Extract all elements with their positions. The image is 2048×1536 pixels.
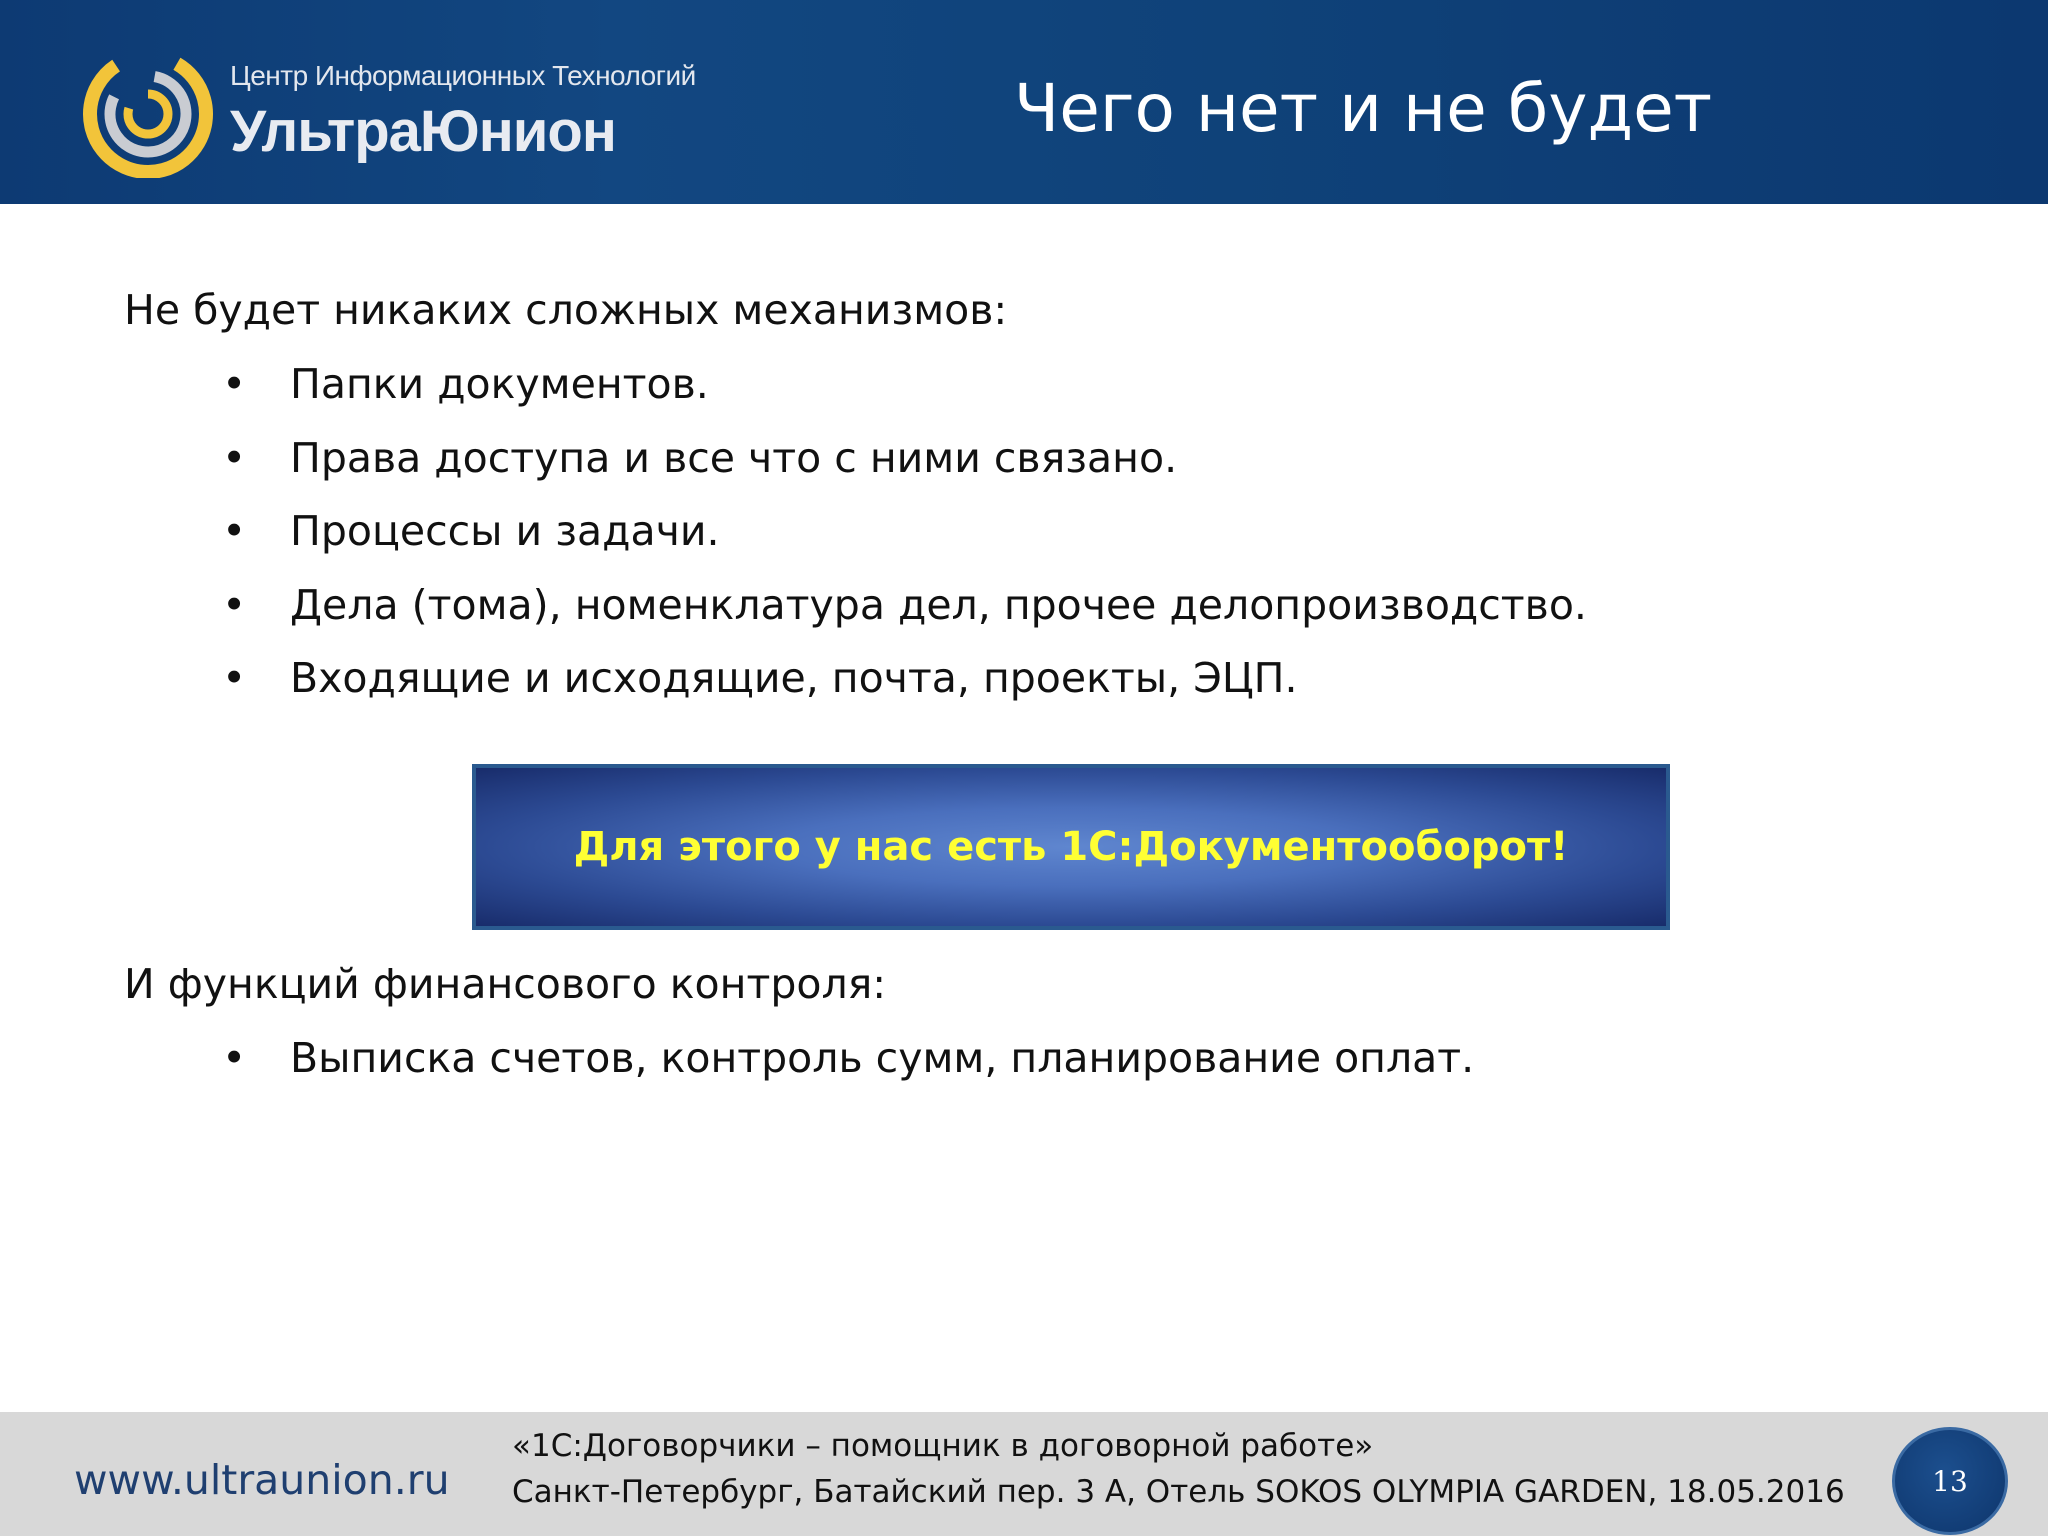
bullet-icon: •: [222, 580, 247, 629]
event-details: Санкт-Петербург, Батайский пер. 3 А, Отель SOKOS OLYMPIA GARDEN, 18.05.2016: [512, 1474, 1845, 1510]
bullet-icon: •: [222, 360, 247, 408]
list-item-text: Процессы и задачи.: [290, 507, 720, 555]
page-number: 13: [1932, 1464, 1968, 1498]
list-item-text: Дела (тома), номенклатура дел, прочее делопроизводство.: [290, 580, 1587, 629]
logo-wordmark: УльтраЮнион: [230, 99, 616, 164]
callout-box: [472, 764, 1670, 930]
ultraunion-logo-icon: [82, 48, 218, 178]
list-item-text: Выписка счетов, контроль сумм, планирование оплат.: [290, 1034, 1475, 1082]
page-title: Чего нет и не будет: [1014, 70, 1713, 147]
slide-header: [0, 0, 2048, 204]
logo-tagline: Центр Информационных Технологий: [230, 60, 696, 91]
event-title: «1С:Договорчики – помощник в договорной работе»: [512, 1428, 1374, 1464]
bullet-icon: •: [222, 507, 247, 555]
bullet-icon: •: [222, 433, 247, 482]
callout-text: Для этого у нас есть 1С:Документооборот!: [573, 824, 1569, 870]
list-item-text: Папки документов.: [290, 360, 709, 408]
section2-heading: И функций финансового контроля:: [124, 960, 887, 1008]
company-logo: [82, 48, 696, 178]
bullet-icon: •: [222, 1034, 247, 1082]
section1-heading: Не будет никаких сложных механизмов:: [124, 286, 1008, 334]
list-item-text: Входящие и исходящие, почта, проекты, ЭЦП.: [290, 654, 1298, 702]
bullet-icon: •: [222, 654, 247, 702]
website-link[interactable]: www.ultraunion.ru: [74, 1456, 450, 1504]
list-item-text: Права доступа и все что с ними связано.: [290, 433, 1178, 482]
slide-footer: [0, 1412, 2048, 1536]
page-number-badge: [1892, 1427, 2008, 1535]
